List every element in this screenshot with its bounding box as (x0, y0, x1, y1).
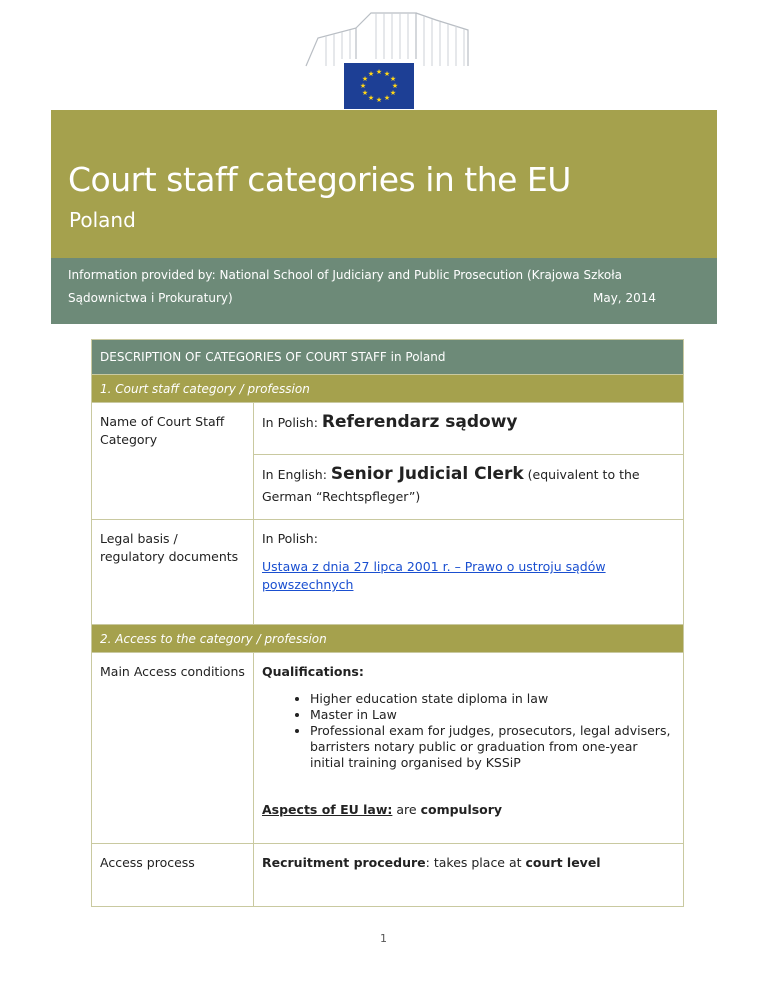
table-row-access (92, 652, 683, 843)
info-date: May, 2014 (593, 291, 656, 305)
process-label: Access process (92, 844, 254, 906)
eu-law-label: Aspects of EU law: (262, 802, 393, 817)
list-item: • Higher education state diploma in law (310, 691, 675, 707)
page-subtitle: Poland (69, 208, 136, 232)
svg-text:★: ★ (361, 89, 369, 97)
svg-text:★: ★ (367, 70, 375, 78)
recruitment-value: court level (525, 855, 601, 870)
recruitment-label: Recruitment procedure (262, 855, 426, 870)
info-line2: Sądownictwa i Prokuratury) (68, 291, 233, 305)
svg-text:★: ★ (389, 75, 397, 83)
svg-text:★: ★ (361, 75, 369, 83)
section-2-heading: 2. Access to the category / profession (92, 624, 683, 652)
polish-name-row (254, 403, 683, 455)
legal-act-link[interactable]: Ustawa z dnia 27 lipca 2001 r. – Prawo o ustroju sądów powszechnych (262, 559, 606, 592)
english-name: Senior Judicial Clerk (330, 464, 524, 484)
legal-label: Legal basis / regulatory documents (92, 520, 254, 624)
table-row-legal (92, 519, 683, 624)
polish-prefix: In Polish: (262, 415, 322, 430)
recruitment-mid: : takes place at (425, 855, 526, 870)
name-label: Name of Court Staff Category (92, 403, 254, 519)
process-values (254, 844, 683, 906)
qualifications-label: Qualifications: (262, 664, 364, 679)
svg-text:★: ★ (391, 82, 399, 90)
legal-values (254, 520, 683, 624)
english-suffix: (equivalent to the German “Rechtspfleger”) (262, 467, 640, 504)
polish-name: Referendarz sądowy (321, 412, 518, 432)
table-heading: DESCRIPTION OF CATEGORIES OF COURT STAFF in Poland (92, 340, 683, 374)
page-number: 1 (380, 932, 387, 945)
legal-polish-label: In Polish: (262, 531, 318, 546)
svg-text:★: ★ (367, 94, 375, 102)
name-values (254, 403, 683, 519)
eu-law-value: compulsory (420, 802, 503, 817)
svg-text:★: ★ (375, 68, 383, 76)
list-item: • Master in Law (310, 707, 675, 723)
info-provider: : National School of Judiciary and Public Prosecution (Krajowa Szkoła (211, 268, 622, 282)
description-table (91, 339, 684, 907)
english-prefix: In English: (262, 467, 331, 482)
list-item: • Professional exam for judges, prosecutors, legal advisers, barristers notary public or graduation from one-year initial training organised by KSSiP (310, 723, 675, 771)
access-label: Main Access conditions (92, 653, 254, 843)
english-name-row (254, 455, 683, 516)
eu-flag-icon (344, 63, 414, 109)
svg-text:★: ★ (375, 96, 383, 104)
section-1-heading: 1. Court staff category / profession (92, 374, 683, 402)
table-row-name (92, 402, 683, 519)
info-band (51, 258, 717, 324)
table-row-process (92, 843, 683, 906)
info-prefix: Information provided by (68, 268, 212, 282)
svg-text:★: ★ (383, 94, 391, 102)
page-title: Court staff categories in the EU (68, 160, 571, 199)
access-values (254, 653, 683, 843)
qualifications-list (262, 691, 675, 771)
info-line1 (68, 268, 622, 282)
eu-law-mid: are (392, 802, 421, 817)
svg-text:★: ★ (383, 70, 391, 78)
eu-law-line (262, 801, 675, 819)
svg-text:★: ★ (359, 82, 367, 90)
svg-text:★: ★ (389, 89, 397, 97)
